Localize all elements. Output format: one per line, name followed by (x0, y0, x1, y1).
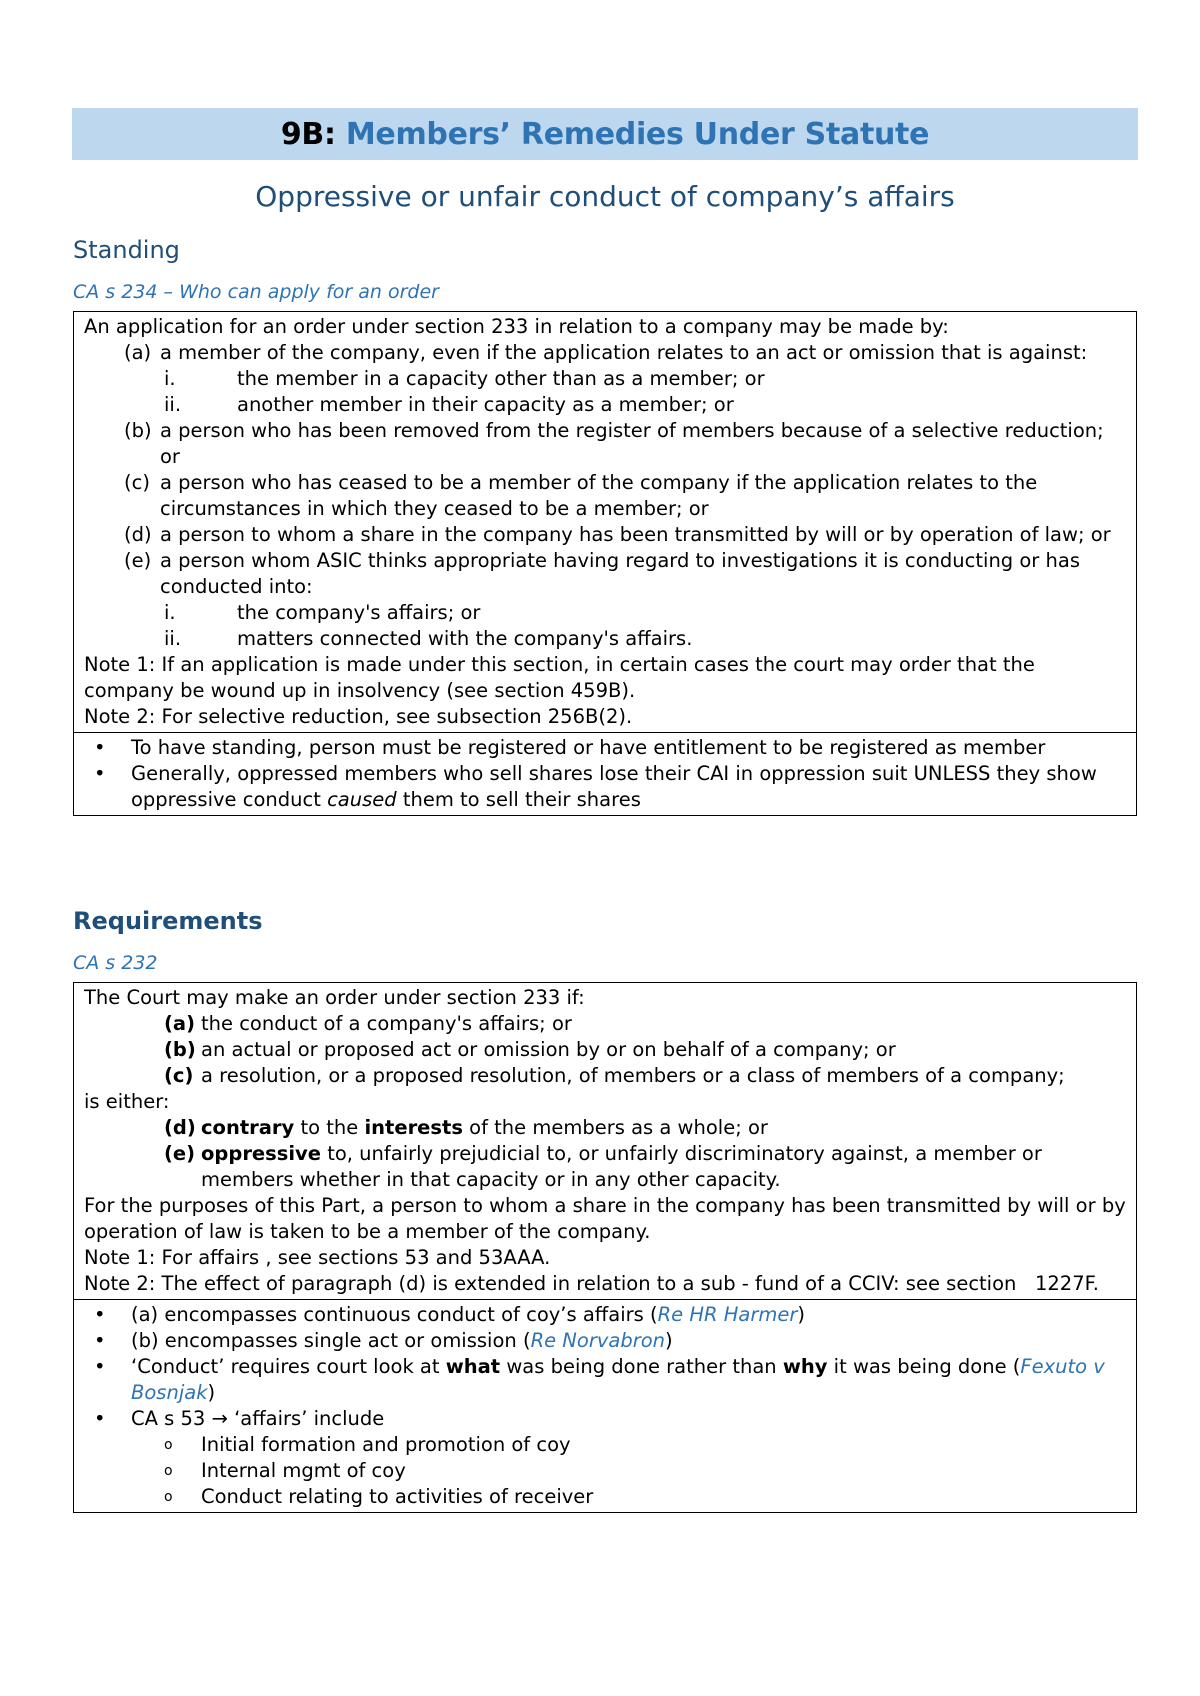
list-item: o Internal mgmt of coy (164, 1459, 406, 1482)
requirements-heading: Requirements (73, 907, 263, 935)
requirements-reference: CA s 232 (73, 952, 158, 974)
standing-note-1: Note 1: If an application is made under this section, in certain cases the court may order that the company be wound up in insolvency (see section 459B). (84, 653, 1035, 702)
standing-heading: Standing (73, 236, 180, 264)
list-item: • Generally, oppressed members who sell shares lose their CAI in oppression suit UNLESS they show oppressive conduct caused them to sell their shares (94, 762, 1097, 811)
list-item: • (b) encompasses single act or omission (Re Norvabron) (94, 1329, 673, 1352)
requirements-notes-cell (74, 1299, 1136, 1512)
standing-box (73, 311, 1137, 816)
case-link-fexuto-v-bosnjak: Fexuto v Bosnjak (131, 1355, 1105, 1404)
list-item: • (a) encompasses continuous conduct of coy’s affairs (Re HR Harmer) (94, 1303, 806, 1326)
requirements-purposes: For the purposes of this Part, a person to whom a share in the company has been transmitted by will or by operation of law is taken to be a member of the company. (84, 1194, 1126, 1243)
list-item: o Initial formation and promotion of coy (164, 1433, 571, 1456)
page-title (72, 108, 1138, 160)
standing-item-e: (e) a person whom ASIC thinks appropriate having regard to investigations it is conducting or has conducted into: (124, 549, 1080, 598)
title-main: Members’ Remedies Under Statute (345, 116, 930, 152)
requirements-intro: The Court may make an order under section 233 if: (84, 986, 585, 1009)
requirements-note-2: Note 2: The effect of paragraph (d) is extended in relation to a sub - fund of a CCIV: see section 1227F. (84, 1272, 1099, 1295)
standing-item-a-i: i. the member in a capacity other than as a member; or (164, 367, 765, 390)
list-item: • To have standing, person must be registered or have entitlement to be registered as member (94, 736, 1046, 759)
standing-intro: An application for an order under section 233 in relation to a company may be made by: (84, 315, 949, 338)
requirements-item-b: (b) an actual or proposed act or omission by or on behalf of a company; or (164, 1038, 896, 1061)
requirements-box (73, 982, 1137, 1513)
title-prefix: 9B: (280, 116, 336, 152)
requirements-either: is either: (84, 1090, 170, 1113)
standing-item-e-i: i. the company's affairs; or (164, 601, 481, 624)
standing-item-c: (c) a person who has ceased to be a member of the company if the application relates to the circumstances in which they ceased to be a member; or (124, 471, 1038, 520)
requirements-note-1: Note 1: For affairs , see sections 53 and 53AAA. (84, 1246, 551, 1269)
standing-item-a-ii: ii. another member in their capacity as a member; or (164, 393, 734, 416)
standing-item-a: (a) a member of the company, even if the application relates to an act or omission that is against: (124, 341, 1088, 364)
standing-notes-cell (74, 732, 1136, 815)
standing-statute-cell (74, 312, 1136, 732)
list-item: • ‘Conduct’ requires court look at what was being done rather than why it was being done (Fexuto v Bosnjak) (94, 1355, 1105, 1404)
list-item: • CA s 53 → ‘affairs’ include (94, 1407, 385, 1430)
requirements-item-c: (c) a resolution, or a proposed resolution, of members or a class of members of a company; (164, 1064, 1065, 1087)
requirements-item-d: (d) contrary to the interests of the members as a whole; or (164, 1116, 768, 1139)
standing-item-b: (b) a person who has been removed from the register of members because of a selective reduction; or (124, 419, 1104, 468)
requirements-item-a: (a) the conduct of a company's affairs; or (164, 1012, 572, 1035)
standing-item-e-ii: ii. matters connected with the company's affairs. (164, 627, 693, 650)
arrow-right-icon: → (211, 1407, 228, 1430)
page-subtitle: Oppressive or unfair conduct of company’s affairs (255, 180, 955, 213)
standing-note-2: Note 2: For selective reduction, see subsection 256B(2). (84, 705, 633, 728)
requirements-item-e: (e) oppressive to, unfairly prejudicial to, or unfairly discriminatory against, a member or members whether in that capacity or in any other capacity. (164, 1142, 1042, 1191)
case-link-re-hr-harmer: Re HR Harmer (657, 1303, 798, 1326)
standing-reference: CA s 234 – Who can apply for an order (73, 281, 439, 303)
list-item: o Conduct relating to activities of receiver (164, 1485, 594, 1508)
requirements-statute-cell (74, 983, 1136, 1299)
case-link-re-norvabron: Re Norvabron (530, 1329, 666, 1352)
standing-item-d: (d) a person to whom a share in the company has been transmitted by will or by operation of law; or (124, 523, 1111, 546)
